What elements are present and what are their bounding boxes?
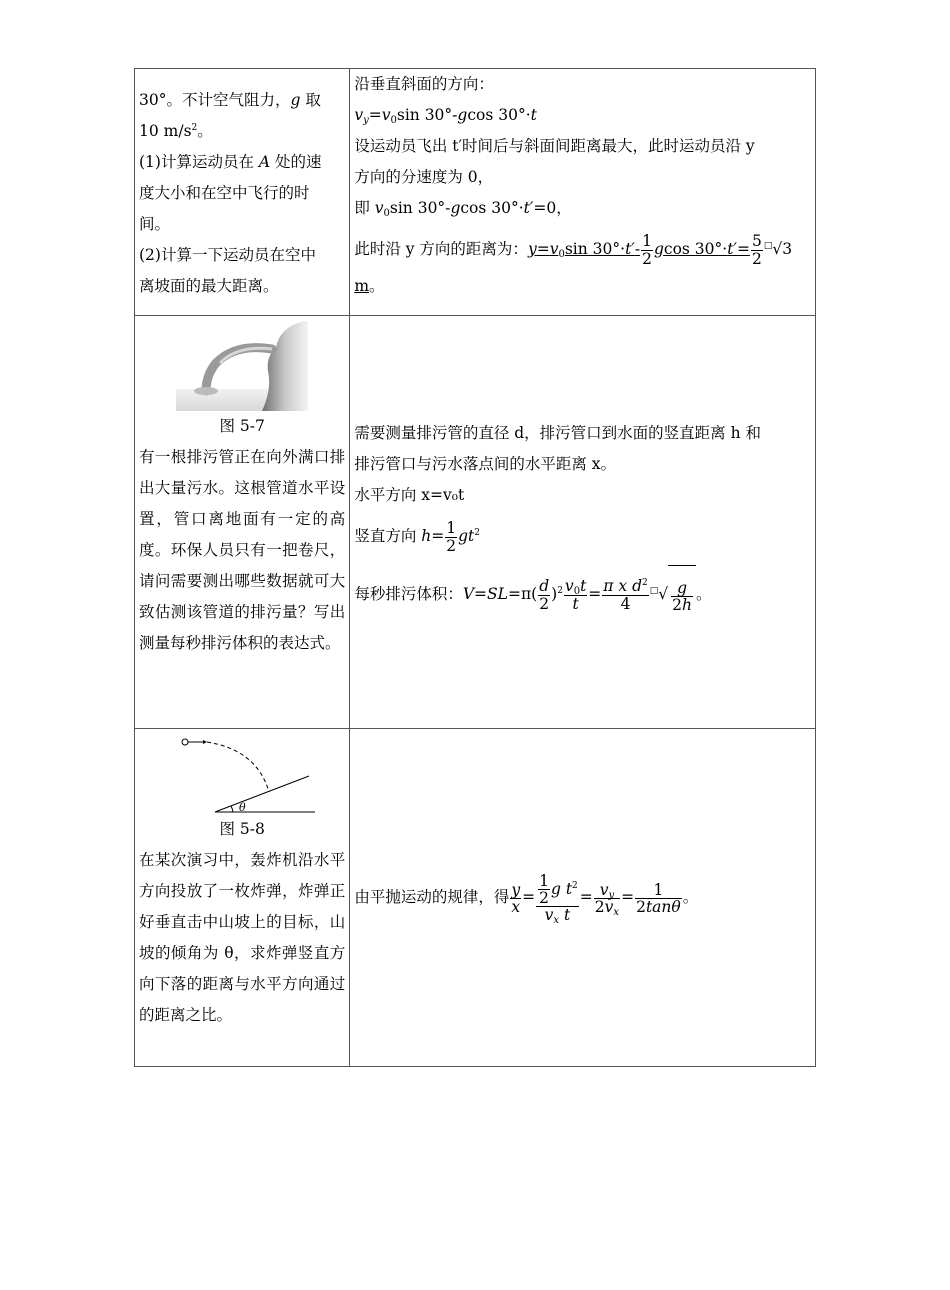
answer-cell-1: 沿垂直斜面的方向： $v_y=v_0\sin$ 30°-gcos 30°·t 设运动员飞出 t′时间后与斜面间距离最大，此时运动员沿 y 方向的分速度为 0， 即 $v_0\sin$ 30°-gcos 30°·t′=0， 此时沿 y 方向的距离为：$y=v_0\sin$ 30°·t′- $\frac{1}{2}$ gcos 30°·t′= $\frac{5}{2}$ □√3 m。: [350, 69, 816, 316]
figure-caption: 图 5-7: [219, 417, 265, 436]
bomb-slope-figure: [167, 732, 317, 814]
question-cell-1: 30°。不计空气阻力，g 取 10 $m/s^2$。 (1)计算运动员在 A 处的速 度大小和在空中飞行的时 间。 (2)计算一下运动员在空中 离坡面的最大距离。: [135, 69, 350, 316]
question-text: 有一根排污管正在向外满口排出大量污水。这根管道水平设置，管口离地面有一定的高度。环保人员只有一把卷尺，请问需要测出哪些数据就可大致估测该管道的排污量？写出测量每秒排污体积的表达式。: [139, 448, 346, 653]
table-row: [135, 69, 816, 316]
question-cell-3: [135, 728, 350, 1066]
question-cell-2: [135, 316, 350, 728]
svg-text:θ: θ: [239, 800, 246, 814]
question-text: 在某次演习中，轰炸机沿水平方向投放了一枚炸弹，炸弹正好垂直击中山坡上的目标，山坡的倾角为 θ，求炸弹竖直方向下落的距离与水平方向通过的距离之比。: [139, 850, 346, 1024]
formula-vy: $v_y=v_0\sin$ 30°-gcos 30°·t: [354, 106, 537, 126]
solution-table: [134, 68, 816, 1067]
figure-caption: 图 5-8: [219, 819, 265, 838]
answer-cell-2: 需要测量排污管的直径 d，排污管口到水面的竖直距离 h 和 排污管口与污水落点间的水平距离 x。 水平方向 x=v₀t 竖直方向 h= $\frac{1}{2}$ $gt^2$ 每秒排污体积：V=SL=π( $\frac{d}{2}$ )$^2$ $\frac{v_0t}{t}$ = $\frac{\pi x d^2}{4}$ □√ $\frac{g}{2h}$ 。: [350, 316, 816, 728]
answer-cell-3: 由平抛运动的规律，得 $\frac{y}{x}$ = $\frac{1}{2}$ g $t^2$ $v_x$ t = $\frac{v_y}{2v_x}$ = $\frac{1}{2\tan\theta}$ 。: [350, 728, 816, 1066]
table-row: [135, 316, 816, 728]
table-row: [135, 728, 816, 1066]
sewage-pipe-figure: [176, 319, 308, 411]
